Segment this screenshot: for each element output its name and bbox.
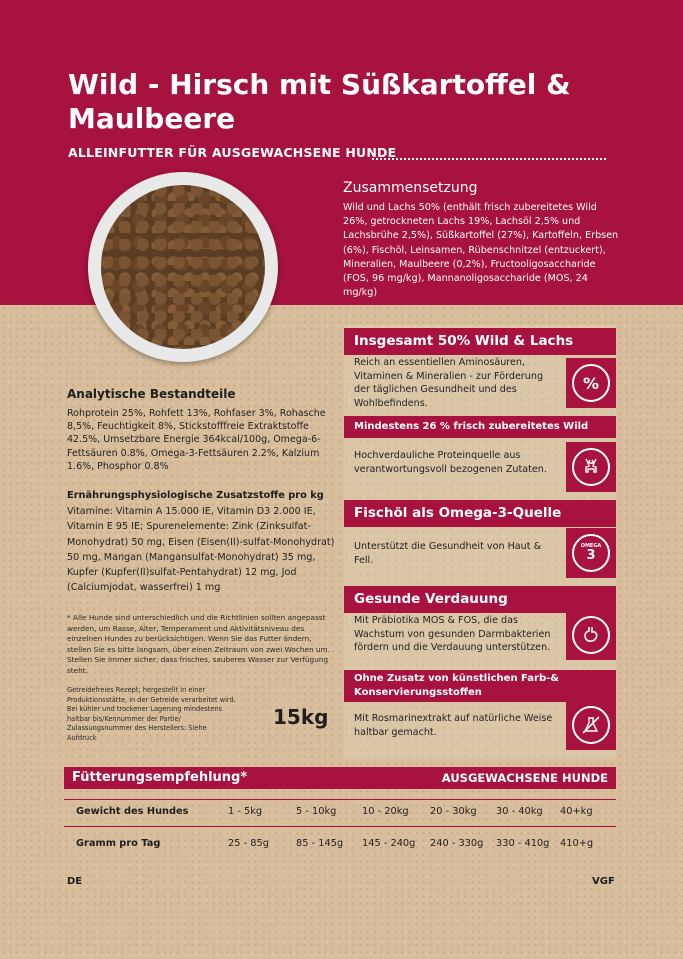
product-subtitle: ALLEINFUTTER FÜR AUSGEWACHSENE HUNDE [68,145,397,160]
omega-3-icon: OMEGA 3 [566,528,616,578]
feeding-heading: Fütterungsempfehlung* [72,770,248,785]
row-label-grams: Gramm pro Tag [76,838,161,849]
table-cell: 10 - 20kg [362,806,409,817]
table-row [64,838,616,858]
analytical-text: Rohprotein 25%, Rohfett 13%, Rohfaser 3%, Rohasche 8,5%, Feuchtigkeit 8%, Stickstofffreie Extraktstoffe 42.5%, Umsetzbare Energie 364kcal/100g, Omega-6-Fettsäuren 0.8%, Omega-3-Fettsäuren 2.2%, Kalzium 1.6%, Phosphor 0.8% [67,408,326,472]
feature-2-title: Mindestens 26 % frisch zubereitetes Wild [344,416,616,438]
dotted-line [372,158,606,160]
table-cell: 1 - 5kg [228,806,263,817]
no-chemicals-icon [566,700,616,750]
feature-4-text: Mit Präbiotika MOS & FOS, die das Wachstum von gesunden Darmbakterien fördern und die Verdauung unterstützen. [354,615,551,654]
additives-heading: Ernährungsphysiologische Zusatzstoffe pro kg [67,490,324,501]
table-cell: 330 - 410g [496,838,550,849]
table-divider [64,826,616,827]
omega-icon-label: OMEGA [580,543,602,549]
package-weight: 15kg [273,705,329,729]
deer-shape [580,456,602,478]
feature-4-title: Gesunde Verdauung [344,586,616,613]
analytical-heading: Analytische Bestandteile [67,387,236,401]
flask-crossed-shape [580,714,602,736]
percent-icon: % [566,358,616,408]
stomach-icon [566,610,616,660]
table-cell: 30 - 40kg [496,806,543,817]
feature-1-text: Reich an essentiellen Aminosäuren, Vitaminen & Mineralien - zur Förderung der täglichen Gesundheit und des Wohlbefindens. [354,357,544,409]
table-cell: 145 - 240g [362,838,416,849]
stomach-shape [581,625,601,645]
feature-2-text: Hochverdauliche Proteinquelle aus verantwortungsvoll bezogenen Zutaten. [354,450,547,475]
footer-code: VGF [592,876,615,887]
composition-heading: Zusammensetzung [343,180,478,196]
row-label-weight: Gewicht des Hundes [76,806,189,817]
feature-3-text: Unterstützt die Gesundheit von Haut & Fell. [354,541,542,566]
feature-5-text: Mit Rosmarinextrakt auf natürliche Weise haltbar gemacht. [354,713,553,738]
footer-language: DE [67,876,83,887]
product-title: Wild - Hirsch mit Süßkartoffel & Maulbeere [68,68,571,135]
table-cell: 40+kg [560,806,593,817]
deer-icon [566,442,616,492]
feeding-header [64,767,616,789]
feature-5-title: Ohne Zusatz von künstlichen Farb-& Konservierungsstoffen [344,670,616,702]
table-cell: 410+g [560,838,594,849]
kibble [101,185,265,349]
feeding-target: AUSGEWACHSENE HUNDE [441,771,608,785]
table-cell: 240 - 330g [430,838,484,849]
kibble-bowl-image [88,172,278,362]
storage-note: Getreidefreies Rezept; hergestellt in einer Produktionsstätte, in der Getreide verarbeitet wird. Bei kühler und trockener Lagerung mindestens haltbar bis/Kennummer der Partie/ Zulassungsnummer des Herstellers: Siehe Aufdruck [67,686,236,742]
table-row [64,806,616,826]
table-cell: 85 - 145g [296,838,344,849]
table-cell: 25 - 85g [228,838,269,849]
feeding-note: * Alle Hunde sind unterschiedlich und die Richtlinien sollten angepasst werden, um Rasse, Alter, Temperament und Aktivitätsniveau des einzelnen Hundes zu berücksichtigen. Wenn Sie das Futter ändern, stellen Sie es bitte langsam, über einen Zeitraum von zwei Wochen um. Stellen Sie immer sicher, dass frisches, sauberes Wasser zur Verfügung steht. [67,613,330,675]
additives-text: Vitamine: Vitamin A 15.000 IE, Vitamin D3 2.000 IE, Vitamin E 95 IE; Spurenelemente: Zink (Zinksulfat-Monohydrat) 50 mg, Eisen (Eisen(II)-sulfat-Monohydrat) 50 mg, Mangan (Mangansulfat-Monohydrat) 35 mg, Kupfer (Kupfer(II)sulfat-Pentahydrat) 12 mg, Jod (Calciumjodat, wasserfrei) 1 mg [67,506,335,594]
feature-3-title: Fischöl als Omega-3-Quelle [344,500,616,527]
table-divider [64,799,616,800]
composition-text: Wild und Lachs 50% (enthält frisch zubereitetes Wild 26%, getrockneten Lachs 19%, Lachsöl 2,5% und Lachsbrühe 2,5%), Süßkartoffel (27%), Kartoffeln, Erbsen (6%), Fischöl, Leinsamen, Rübenschnitzel (entzuckert), Mineralien, Maulbeere (0,2%), Fructooligosaccharide (FOS, 96 mg/kg), Mannanoligosaccharide (MOS, 24 mg/kg) [343,202,619,299]
table-cell: 20 - 30kg [430,806,477,817]
feature-1-title: Insgesamt 50% Wild & Lachs [344,328,616,355]
table-cell: 5 - 10kg [296,806,337,817]
